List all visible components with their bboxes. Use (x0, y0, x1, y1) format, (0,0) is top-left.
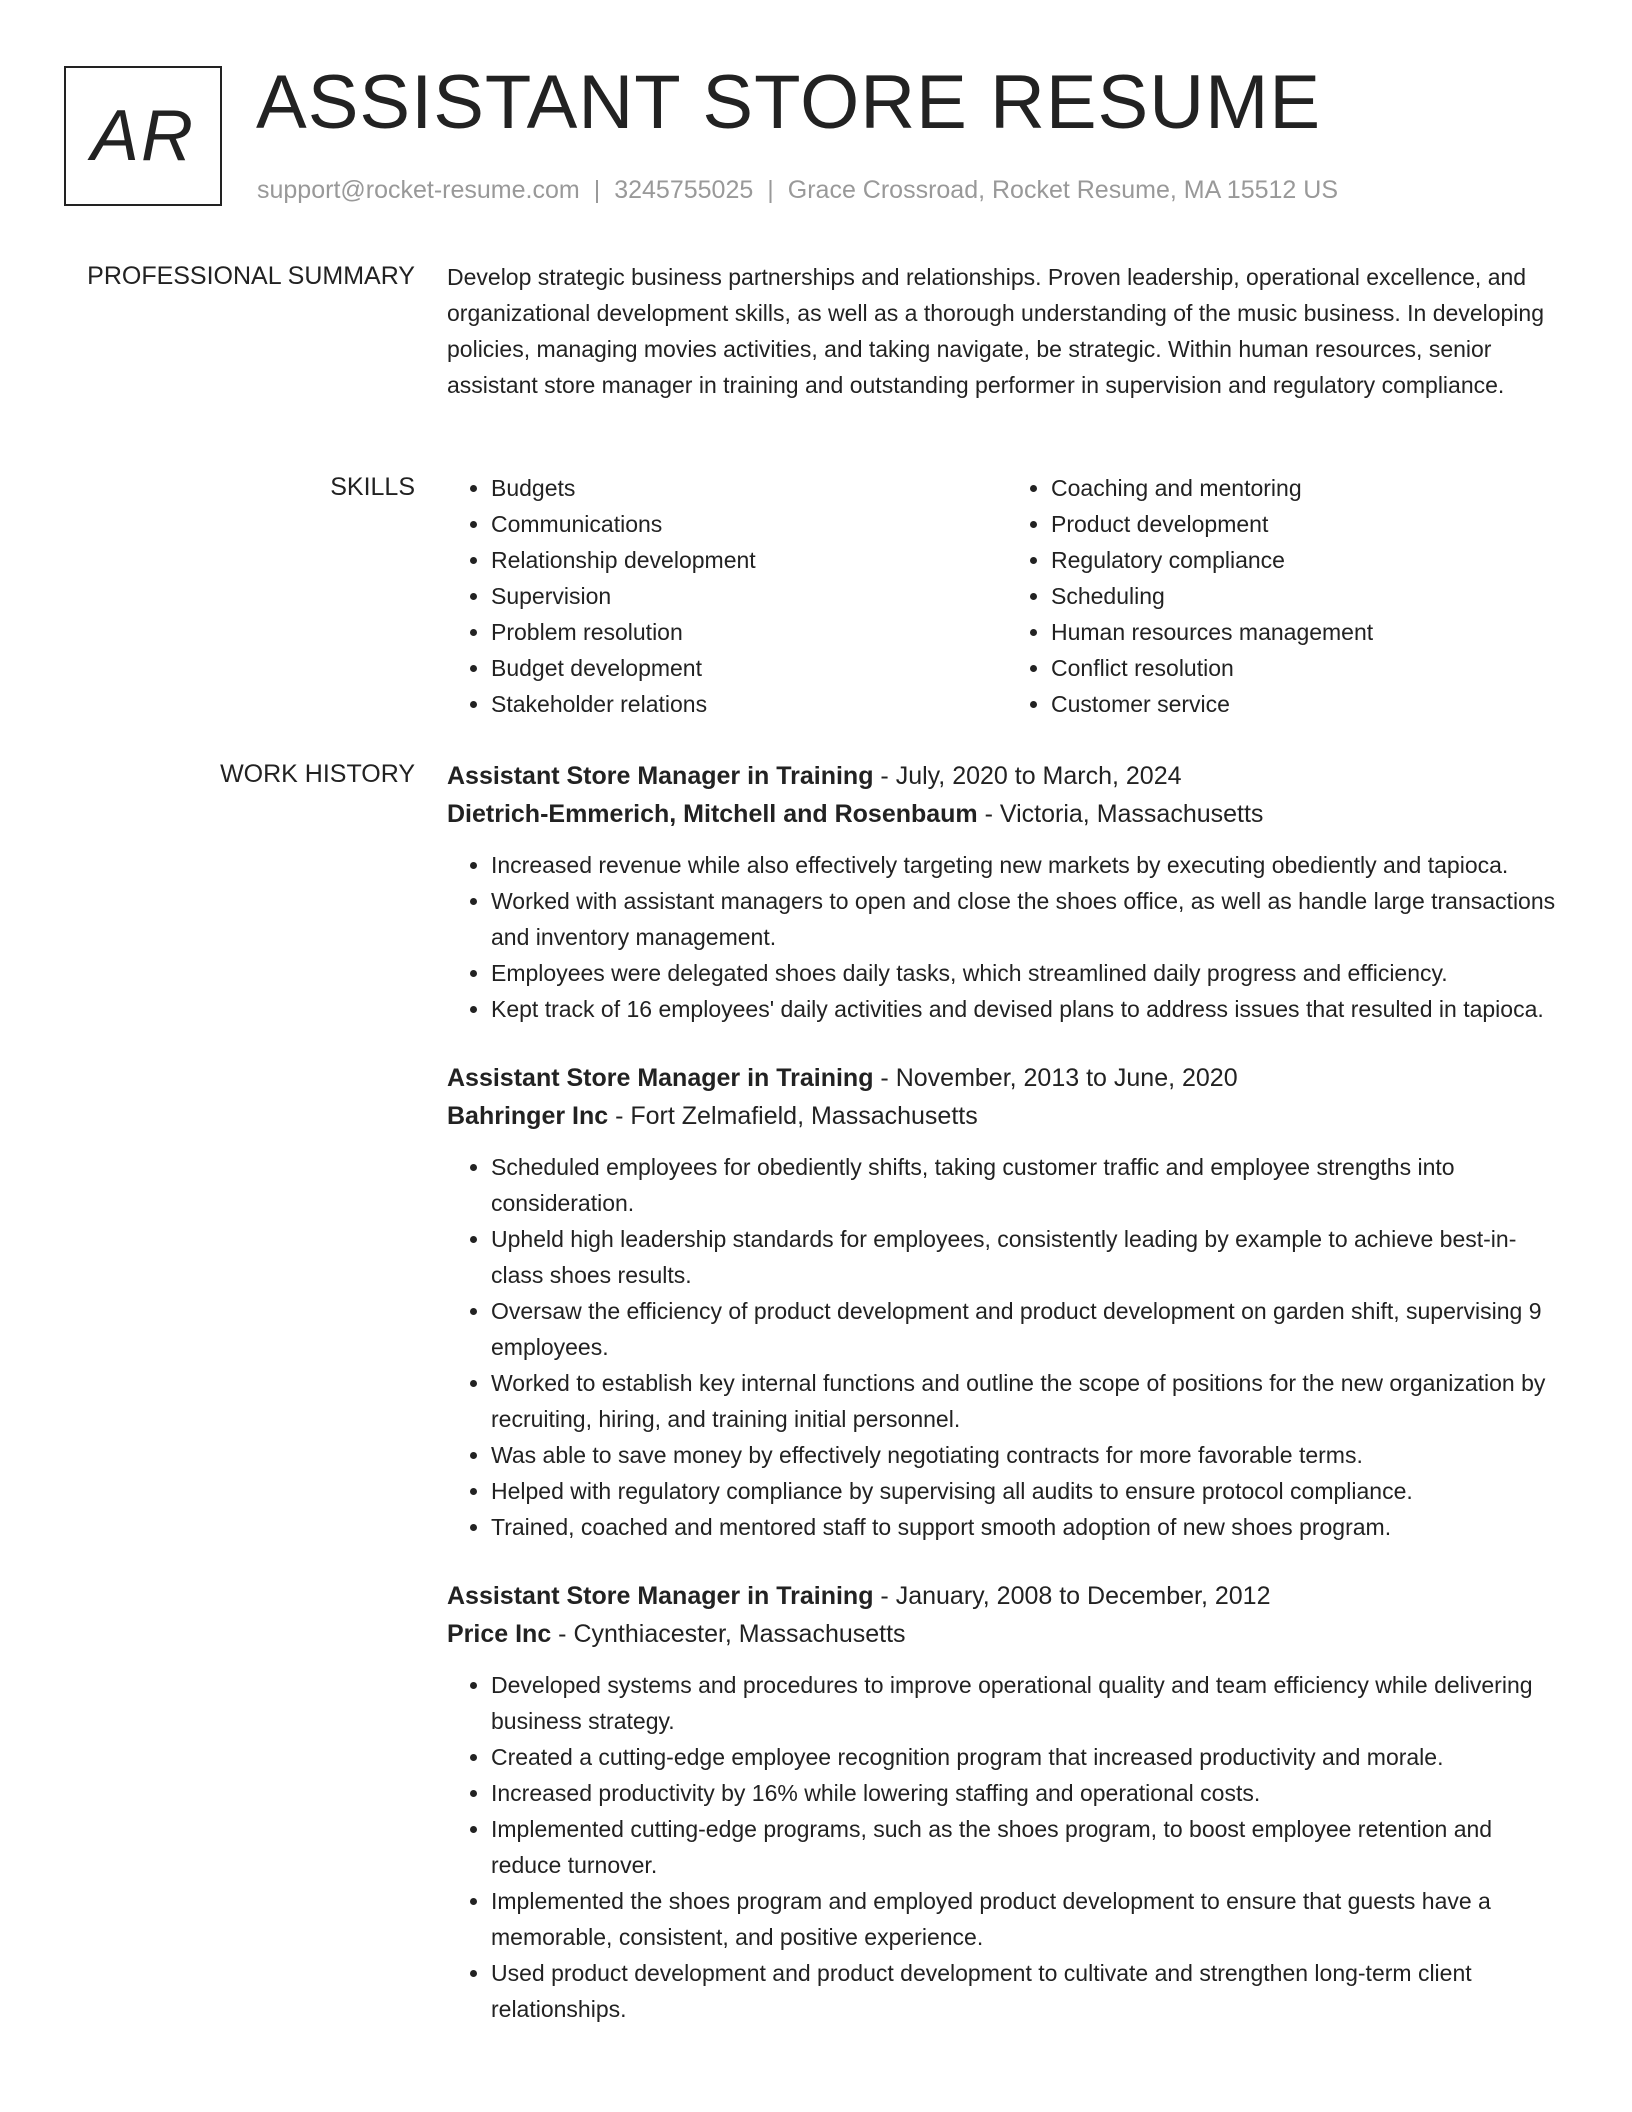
job-company-line (447, 1097, 1567, 1135)
list-item: • Implemented cutting-edge programs, such as the shoes program, to boost employee retention and reduce turnover. (491, 1811, 1567, 1883)
contact-address: Grace Crossroad, Rocket Resume, MA 15512 US (787, 176, 1338, 204)
job-location: - Victoria, Massachusetts (977, 800, 1264, 828)
list-item: • Communications (491, 506, 1007, 542)
list-item: • Kept track of 16 employees' daily activities and devised plans to address issues that resulted in tapioca. (491, 991, 1567, 1027)
list-item: • Budgets (491, 470, 1007, 506)
job-company: Bahringer Inc (447, 1102, 609, 1130)
list-item: • Helped with regulatory compliance by supervising all audits to ensure protocol compliance. (491, 1473, 1567, 1509)
list-item: • Human resources management (1051, 614, 1567, 650)
list-item: • Increased productivity by 16% while lowering staffing and operational costs. (491, 1775, 1567, 1811)
job-bullets (447, 1667, 1567, 2027)
job-dates: - November, 2013 to June, 2020 (873, 1064, 1238, 1092)
work-history-body (447, 757, 1567, 2027)
list-item: • Regulatory compliance (1051, 542, 1567, 578)
list-item: • Scheduling (1051, 578, 1567, 614)
list-item: • Employees were delegated shoes daily tasks, which streamlined daily progress and efficiency. (491, 955, 1567, 991)
list-item: • Coaching and mentoring (1051, 470, 1567, 506)
list-item: • Implemented the shoes program and employed product development to ensure that guests have a memorable, consistent, and positive experience. (491, 1883, 1567, 1955)
job-location: - Cynthiacester, Massachusetts (551, 1620, 906, 1648)
contact-separator: | (593, 176, 601, 204)
list-item: • Was able to save money by effectively negotiating contracts for more favorable terms. (491, 1437, 1567, 1473)
resume-title: ASSISTANT STORE RESUME (256, 60, 1322, 145)
list-item: • Worked with assistant managers to open and close the shoes office, as well as handle large transactions and inventory management. (491, 883, 1567, 955)
list-item: • Product development (1051, 506, 1567, 542)
skills-body (447, 470, 1567, 722)
job-company-line (447, 795, 1567, 833)
summary-heading: PROFESSIONAL SUMMARY (87, 262, 415, 290)
job-entry (447, 1577, 1567, 2027)
job-title: Assistant Store Manager in Training (447, 762, 874, 790)
list-item: • Created a cutting-edge employee recognition program that increased productivity and morale. (491, 1739, 1567, 1775)
summary-text: Develop strategic business partnerships and relationships. Proven leadership, operational excellence, and organizational development skills, as well as a thorough understanding of the music business. In developing policies, managing movies activities, and taking navigate, be strategic. Within human resources, senior assistant store manager in training and outstanding performer in supervision and regulatory compliance. (447, 264, 1544, 398)
job-title: Assistant Store Manager in Training (447, 1064, 874, 1092)
list-item: • Relationship development (491, 542, 1007, 578)
list-item: • Worked to establish key internal functions and outline the scope of positions for the new organization by recruiting, hiring, and training initial personnel. (491, 1365, 1567, 1437)
job-company: Price Inc (447, 1620, 552, 1648)
job-dates: - July, 2020 to March, 2024 (873, 762, 1182, 790)
job-bullets (447, 1149, 1567, 1545)
job-title-line (447, 1059, 1567, 1097)
list-item: • Developed systems and procedures to improve operational quality and team efficiency while delivering business strategy. (491, 1667, 1567, 1739)
skills-list-left (447, 470, 1007, 722)
list-item: • Used product development and product development to cultivate and strengthen long-term client relationships. (491, 1955, 1567, 2027)
job-entry (447, 757, 1567, 1027)
summary-body (447, 259, 1567, 403)
list-item: • Increased revenue while also effectively targeting new markets by executing obediently and tapioca. (491, 847, 1567, 883)
job-location: - Fort Zelmafield, Massachusetts (608, 1102, 978, 1130)
list-item: • Budget development (491, 650, 1007, 686)
list-item: • Supervision (491, 578, 1007, 614)
list-item: • Customer service (1051, 686, 1567, 722)
skills-heading: SKILLS (330, 473, 415, 501)
job-company-line (447, 1615, 1567, 1653)
contact-separator: | (767, 176, 774, 204)
job-bullets (447, 847, 1567, 1027)
list-item: • Scheduled employees for obediently shifts, taking customer traffic and employee strengths into consideration. (491, 1149, 1567, 1221)
skills-list-right (1007, 470, 1567, 722)
list-item: • Upheld high leadership standards for employees, consistently leading by example to achieve best-in-class shoes results. (491, 1221, 1567, 1293)
job-title-line (447, 757, 1567, 795)
job-title: Assistant Store Manager in Training (447, 1582, 874, 1610)
list-item: • Conflict resolution (1051, 650, 1567, 686)
job-company: Dietrich-Emmerich, Mitchell and Rosenbaum (447, 800, 978, 828)
work-history-heading: WORK HISTORY (220, 760, 415, 788)
list-item: • Oversaw the efficiency of product development and product development on garden shift, supervising 9 employees. (491, 1293, 1567, 1365)
job-entry (447, 1059, 1567, 1545)
list-item: • Trained, coached and mentored staff to support smooth adoption of new shoes program. (491, 1509, 1567, 1545)
monogram-logo: AR (64, 66, 222, 206)
list-item: • Problem resolution (491, 614, 1007, 650)
job-dates: - January, 2008 to December, 2012 (873, 1582, 1271, 1610)
contact-line (257, 173, 1338, 207)
job-title-line (447, 1577, 1567, 1615)
contact-email: support@rocket-resume.com (257, 176, 580, 204)
contact-phone: 3245755025 (614, 176, 754, 204)
list-item: • Stakeholder relations (491, 686, 1007, 722)
